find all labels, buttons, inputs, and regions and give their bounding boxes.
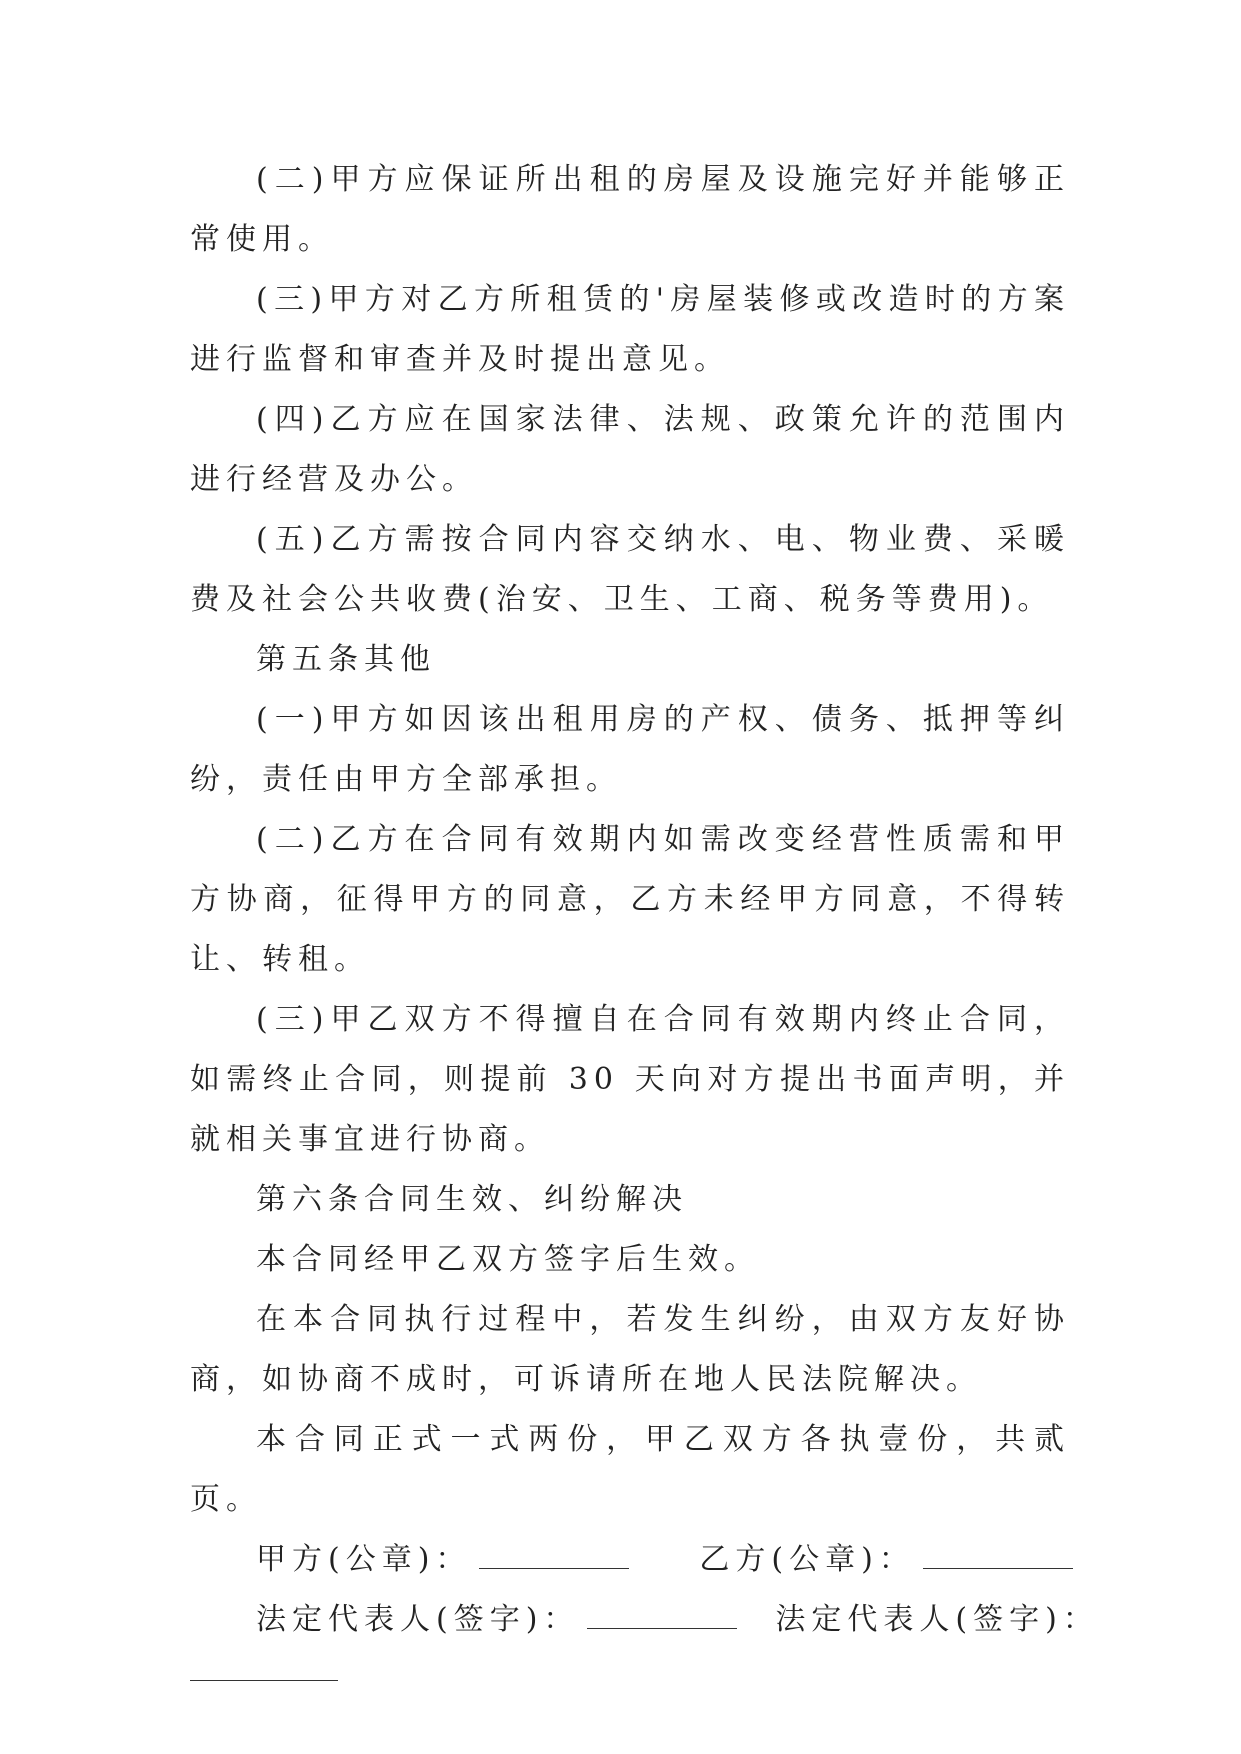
party-b-rep-label: 法定代表人(签字)： <box>775 1602 1099 1637</box>
party-a-rep-label: 法定代表人(签字)： <box>256 1602 580 1637</box>
clause-5-3: (三)甲乙双方不得擅自在合同有效期内终止合同，如需终止合同，则提前 30 天向对方提出书面声明，并就相关事宜进行协商。 <box>190 1002 1070 1157</box>
clause-5-1: (一)甲方如因该出租用房的产权、债务、抵押等纠纷，责任由甲方全部承担。 <box>190 702 1070 797</box>
seal-line <box>190 1530 1070 1590</box>
contract-page <box>190 150 1099 1681</box>
party-a-seal-label: 甲方(公章)： <box>256 1542 472 1577</box>
article-6-heading: 第六条合同生效、纠纷解决 <box>256 1182 688 1217</box>
article-5-heading: 第五条其他 <box>256 642 436 677</box>
clause-2-3: (三)甲方对乙方所租赁的'房屋装修或改造时的方案进行监督和审查并及时提出意见。 <box>190 282 1070 377</box>
clause-2-2: (二)甲方应保证所出租的房屋及设施完好并能够正常使用。 <box>190 162 1070 257</box>
party-b-seal-blank <box>923 1544 1073 1569</box>
representative-line <box>190 1590 1099 1650</box>
clause-5-2: (二)乙方在合同有效期内如需改变经营性质需和甲方协商，征得甲方的同意，乙方未经甲方同意，不得转让、转租。 <box>190 822 1070 977</box>
party-a-seal-blank <box>479 1544 629 1569</box>
effective-clause: 本合同经甲乙双方签字后生效。 <box>256 1242 760 1277</box>
copies-clause: 本合同正式一式两份，甲乙双方各执壹份，共贰页。 <box>190 1422 1070 1517</box>
party-a-rep-blank <box>587 1604 737 1629</box>
dispute-clause: 在本合同执行过程中，若发生纠纷，由双方友好协商，如协商不成时，可诉请所在地人民法院解决。 <box>190 1302 1070 1397</box>
party-b-seal-label: 乙方(公章)： <box>699 1542 915 1577</box>
clause-2-4: (四)乙方应在国家法律、法规、政策允许的范围内进行经营及办公。 <box>190 402 1070 497</box>
party-b-rep-blank <box>190 1650 338 1681</box>
clause-2-5: (五)乙方需按合同内容交纳水、电、物业费、采暖费及社会公共收费(治安、卫生、工商、税务等费用)。 <box>190 522 1070 617</box>
